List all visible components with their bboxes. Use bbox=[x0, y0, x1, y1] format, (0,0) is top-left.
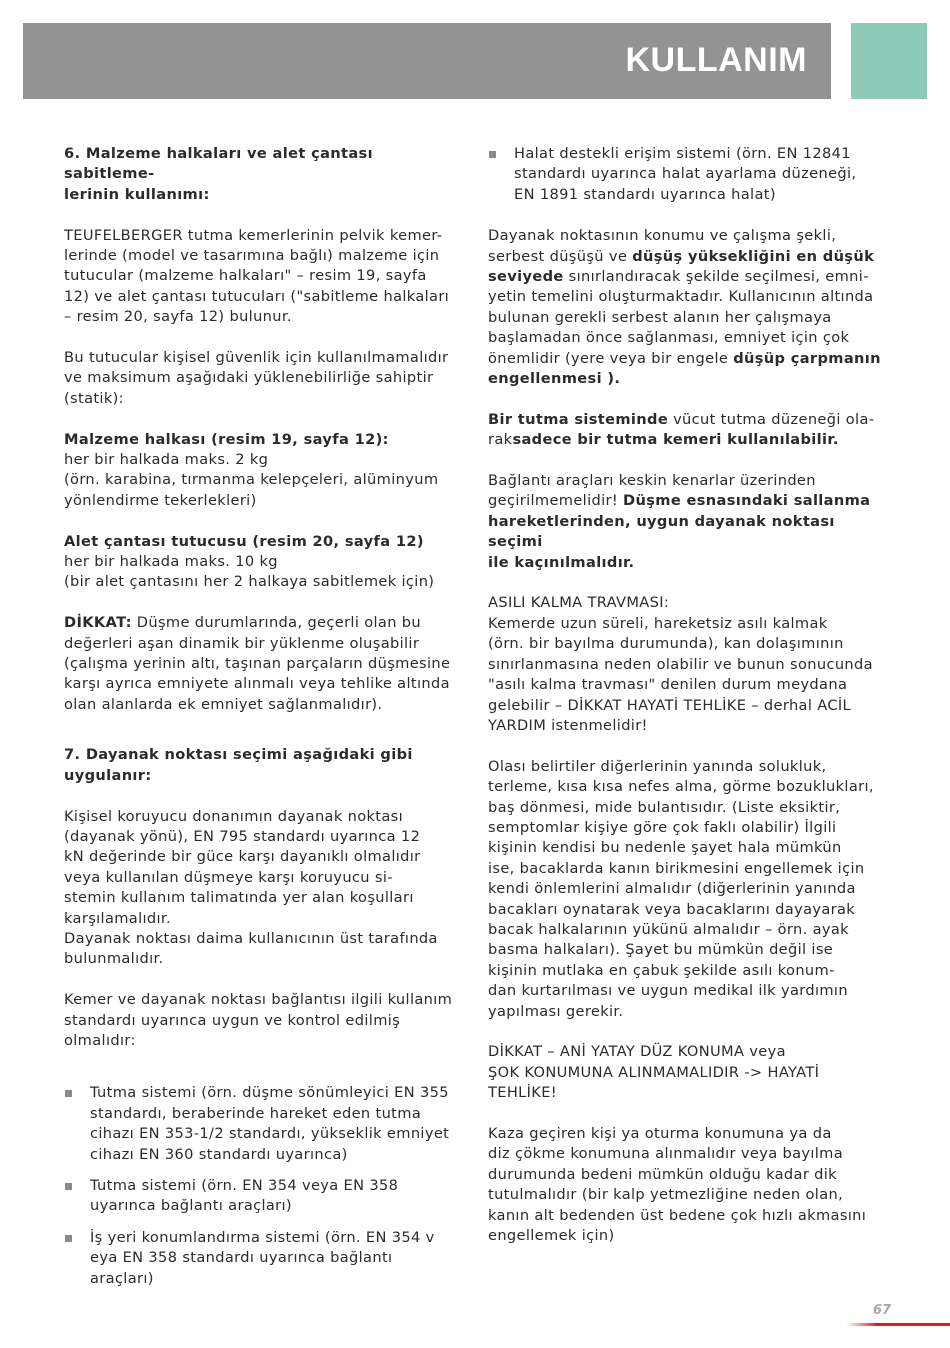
header-bar bbox=[23, 23, 831, 99]
square-bullet-icon bbox=[489, 151, 496, 158]
text-line: – resim 20, sayfa 12) bulunur. bbox=[64, 308, 292, 326]
text-line: semptomlar kişiye göre çok faklı olabilir) İlgili bbox=[488, 818, 837, 836]
text-line: DİKKAT – ANİ YATAY DÜZ KONUMA veya bbox=[488, 1043, 786, 1061]
warning-label: DİKKAT: bbox=[64, 614, 132, 632]
page-number: 67 bbox=[873, 1303, 892, 1318]
text-line: serbest düşüşü ve bbox=[488, 247, 633, 265]
text-line: (dayanak yönü), EN 795 standardı uyarınca 12 bbox=[64, 827, 421, 845]
text-line: cihazı EN 360 standardı uyarınca) bbox=[90, 1145, 348, 1163]
paragraph-sharp-edges bbox=[488, 471, 888, 573]
text-line: bacakları oynatarak veya bacaklarını dayayarak bbox=[488, 900, 856, 918]
text-line: Dayanak noktasının konumu ve çalışma şekli, bbox=[488, 227, 837, 245]
text-line: olmalıdır: bbox=[64, 1031, 136, 1049]
paragraph-load-limits bbox=[64, 348, 464, 409]
text-line: 12) ve alet çantası tutucuları ("sabitleme halkaları bbox=[64, 287, 450, 305]
text-line: standardı uyarınca uygun ve kontrol edilmiş bbox=[64, 1011, 401, 1029]
paragraph-anchor-point bbox=[64, 807, 464, 970]
text-line: olan alanlarda ek emniyet sağlanmalıdır). bbox=[64, 695, 383, 713]
text-line: (statik): bbox=[64, 389, 124, 407]
text-line: ŞOK KONUMUNA ALINMAMALIDIR -> HAYATİ bbox=[488, 1063, 820, 1081]
text-line: karşı ayrıca emniyete alınmalı veya tehlike altında bbox=[64, 675, 450, 693]
section-7-heading-line: 7. Dayanak noktası seçimi aşağıdaki gibi bbox=[64, 746, 413, 764]
text-line: ve maksimum aşağıdaki yüklenebilirliğe sahiptir bbox=[64, 369, 434, 387]
bold-text: engellenmesi ). bbox=[488, 370, 621, 388]
systems-list-continued bbox=[488, 144, 888, 205]
text-line: başlamadan önce sağlanması, emniyet için çok bbox=[488, 329, 850, 347]
section-6-heading-line: lerinin kullanımı: bbox=[64, 185, 210, 203]
warning-paragraph bbox=[64, 613, 464, 715]
text-line: tutucular (malzeme halkaları" – resim 19, sayfa bbox=[64, 267, 427, 285]
text-line: geçirilmemelidir! bbox=[488, 492, 624, 510]
text-line: (örn. karabina, tırmanma kelepçeleri, alüminyum bbox=[64, 471, 439, 489]
gear-loop-title: Malzeme halkası (resim 19, sayfa 12): bbox=[64, 430, 389, 448]
section-7-heading bbox=[64, 745, 464, 786]
text-line: (çalışma yerinin altı, taşınan parçaların düşmesine bbox=[64, 655, 451, 673]
tool-holder-title: Alet çantası tutucusu (resim 20, sayfa 12) bbox=[64, 532, 424, 550]
text-line: "asılı kalma travması" denilen durum meydana bbox=[488, 676, 848, 694]
text-line: cihazı EN 353-1/2 standardı, yükseklik emniyet bbox=[90, 1125, 450, 1143]
text-line: bacak halkalarının yükünü almalıdır – örn. ayak bbox=[488, 920, 849, 938]
text-line: Kişisel koruyucu donanımın dayanak noktası bbox=[64, 807, 404, 825]
text-line: Bu tutucular kişisel güvenlik için kullanılmamalıdır bbox=[64, 349, 449, 367]
tool-holder-spec bbox=[64, 532, 464, 593]
list-item bbox=[488, 144, 888, 205]
text-line: değerleri aşan dinamik bir yüklenme oluşabilir bbox=[64, 634, 420, 652]
page-title: KULLANIM bbox=[625, 41, 807, 79]
bold-text: sadece bir tutma kemeri kullanılabilir. bbox=[512, 431, 839, 449]
text-line: kanın alt bedenden üst bedene çok hızlı akmasını bbox=[488, 1206, 867, 1224]
text-line: lerinde (model ve tasarımına bağlı) malzeme için bbox=[64, 247, 440, 265]
text-line: diz çökme konumuna alınmalıdır veya bayılma bbox=[488, 1145, 844, 1163]
text-line: durumunda bedeni mümkün olduğu kadar dik bbox=[488, 1165, 837, 1183]
text-line: engellemek için) bbox=[488, 1227, 615, 1245]
text-line: kişinin kendisi bu nedenle şayet hala mümkün bbox=[488, 839, 842, 857]
text-line: sınırlandıracak şekilde seçilmesi, emni- bbox=[563, 268, 869, 286]
text-line: İş yeri konumlandırma sistemi (örn. EN 354 v bbox=[90, 1228, 435, 1246]
text-line: karşılamalıdır. bbox=[64, 909, 171, 927]
paragraph-connection bbox=[64, 990, 464, 1051]
text-line: Kemer ve dayanak noktası bağlantısı ilgili kullanım bbox=[64, 991, 453, 1009]
bold-text: Bir tutma sisteminde bbox=[488, 410, 669, 428]
text-line: Halat destekli erişim sistemi (örn. EN 12841 bbox=[514, 145, 851, 162]
list-item bbox=[64, 1176, 464, 1217]
square-bullet-icon bbox=[65, 1235, 72, 1242]
bold-text: hareketlerinden, uygun dayanak noktası seçimi bbox=[488, 512, 835, 551]
section-6-heading bbox=[64, 144, 464, 205]
paragraph-symptoms bbox=[488, 757, 888, 1022]
paragraph-anchor-position bbox=[488, 226, 888, 389]
text-line: veya kullanılan düşmeye karşı koruyucu si- bbox=[64, 868, 393, 886]
text-line: bulunmalıdır. bbox=[64, 950, 164, 968]
text-line: uyarınca bağlantı araçları) bbox=[90, 1197, 292, 1215]
bold-text: ile kaçınılmalıdır. bbox=[488, 553, 635, 571]
text-line: dan kurtarılması ve uygun medikal ilk yardımın bbox=[488, 982, 848, 1000]
text-line: standardı uyarınca halat ayarlama düzeneği, bbox=[514, 165, 857, 183]
bold-text: düşüş yüksekliğini en düşük bbox=[632, 247, 875, 265]
text-line: kendi önlemlerini almalıdır (diğerlerinin yanında bbox=[488, 880, 856, 898]
text-line: terleme, kısa kısa nefes alma, görme bozuklukları, bbox=[488, 778, 874, 796]
text-line: kN değerinde bir güce karşı dayanıklı olmalıdır bbox=[64, 848, 421, 866]
bold-text: seviyede bbox=[488, 268, 564, 286]
text-line: her bir halkada maks. 10 kg bbox=[64, 553, 278, 571]
text-line: yönlendirme tekerlekleri) bbox=[64, 491, 257, 509]
left-column bbox=[64, 144, 464, 1300]
text-line: kişinin mutlaka en çabuk şekilde asılı konum- bbox=[488, 961, 835, 979]
paragraph-suspension-trauma bbox=[488, 593, 888, 736]
text-line: gelebilir – DİKKAT HAYATİ TEHLİKE – derhal ACİL bbox=[488, 696, 851, 714]
square-bullet-icon bbox=[65, 1183, 72, 1190]
text-line: basma halkaları). Şayet bu mümkün değil ise bbox=[488, 941, 834, 959]
text-line: Kemerde uzun süreli, hareketsiz asılı kalmak bbox=[488, 614, 828, 632]
text-line: YARDIM istenmelidir! bbox=[488, 716, 648, 734]
gear-loop-spec bbox=[64, 430, 464, 512]
footer-accent-line bbox=[846, 1323, 950, 1326]
list-item bbox=[64, 1083, 464, 1165]
right-column bbox=[488, 144, 888, 1246]
paragraph-danger bbox=[488, 1042, 888, 1103]
text-line: TEHLİKE! bbox=[488, 1084, 557, 1102]
text-line: standardı, beraberinde hareket eden tutma bbox=[90, 1104, 422, 1122]
list-item bbox=[64, 1228, 464, 1289]
paragraph-holders bbox=[64, 226, 464, 328]
text-line: yetin temelini oluşturmaktadır. Kullanıcının altında bbox=[488, 288, 874, 306]
square-bullet-icon bbox=[65, 1090, 72, 1097]
text-line: tutulmalıdır (bir kalp yetmezliğine neden olan, bbox=[488, 1186, 844, 1204]
paragraph-rescue-position bbox=[488, 1124, 888, 1246]
text-line: vücut tutma düzeneği ola- bbox=[668, 410, 875, 428]
text-line: Olası belirtiler diğerlerinin yanında solukluk, bbox=[488, 757, 827, 775]
text-line: araçları) bbox=[90, 1269, 154, 1287]
text-line: (bir alet çantasını her 2 halkaya sabitlemek için) bbox=[64, 573, 435, 591]
text-line: her bir halkada maks. 2 kg bbox=[64, 451, 269, 469]
text-line: EN 1891 standardı uyarınca halat) bbox=[514, 185, 776, 203]
section-7-heading-line: uygulanır: bbox=[64, 766, 152, 784]
text-line: (örn. bir bayılma durumunda), kan dolaşımının bbox=[488, 635, 844, 653]
text-line: yapılması gerekir. bbox=[488, 1002, 624, 1020]
suspension-trauma-title: ASILI KALMA TRAVMASI: bbox=[488, 594, 670, 612]
text-line: Bağlantı araçları keskin kenarlar üzerinden bbox=[488, 472, 816, 490]
bold-text: düşüp çarpmanın bbox=[733, 349, 881, 367]
text-line: Tutma sistemi (örn. EN 354 veya EN 358 bbox=[90, 1176, 399, 1194]
text-line: Dayanak noktası daima kullanıcının üst tarafında bbox=[64, 929, 438, 947]
section-6-heading-line: 6. Malzeme halkaları ve alet çantası sabitleme- bbox=[64, 145, 373, 183]
text-line: Tutma sistemi (örn. düşme sönümleyici EN 355 bbox=[90, 1084, 449, 1102]
text-line: rak bbox=[488, 431, 513, 449]
header-accent-block bbox=[851, 23, 927, 99]
text-line: Kaza geçiren kişi ya oturma konumuna ya da bbox=[488, 1125, 832, 1142]
text-line: önemlidir (yere veya bir engele bbox=[488, 349, 734, 367]
text-line: eya EN 358 standardı uyarınca bağlantı bbox=[90, 1249, 393, 1267]
text-line: Düşme durumlarında, geçerli olan bu bbox=[131, 614, 422, 632]
text-line: TEUFELBERGER tutma kemerlerinin pelvik kemer- bbox=[64, 226, 443, 244]
paragraph-holding-system bbox=[488, 410, 888, 451]
text-line: stemin kullanım talimatında yer alan koşulları bbox=[64, 889, 414, 907]
text-line: baş dönmesi, mide bulantısıdır. (Liste eksiktir, bbox=[488, 798, 841, 816]
text-line: sınırlanmasına neden olabilir ve bunun sonucunda bbox=[488, 655, 873, 673]
systems-list bbox=[64, 1083, 464, 1289]
text-line: ise, bacaklarda kanın birikmesini engellemek için bbox=[488, 859, 865, 877]
text-line: bulunan gerekli serbest alanın her çalışmaya bbox=[488, 308, 832, 326]
bold-text: Düşme esnasındaki sallanma bbox=[623, 492, 871, 510]
